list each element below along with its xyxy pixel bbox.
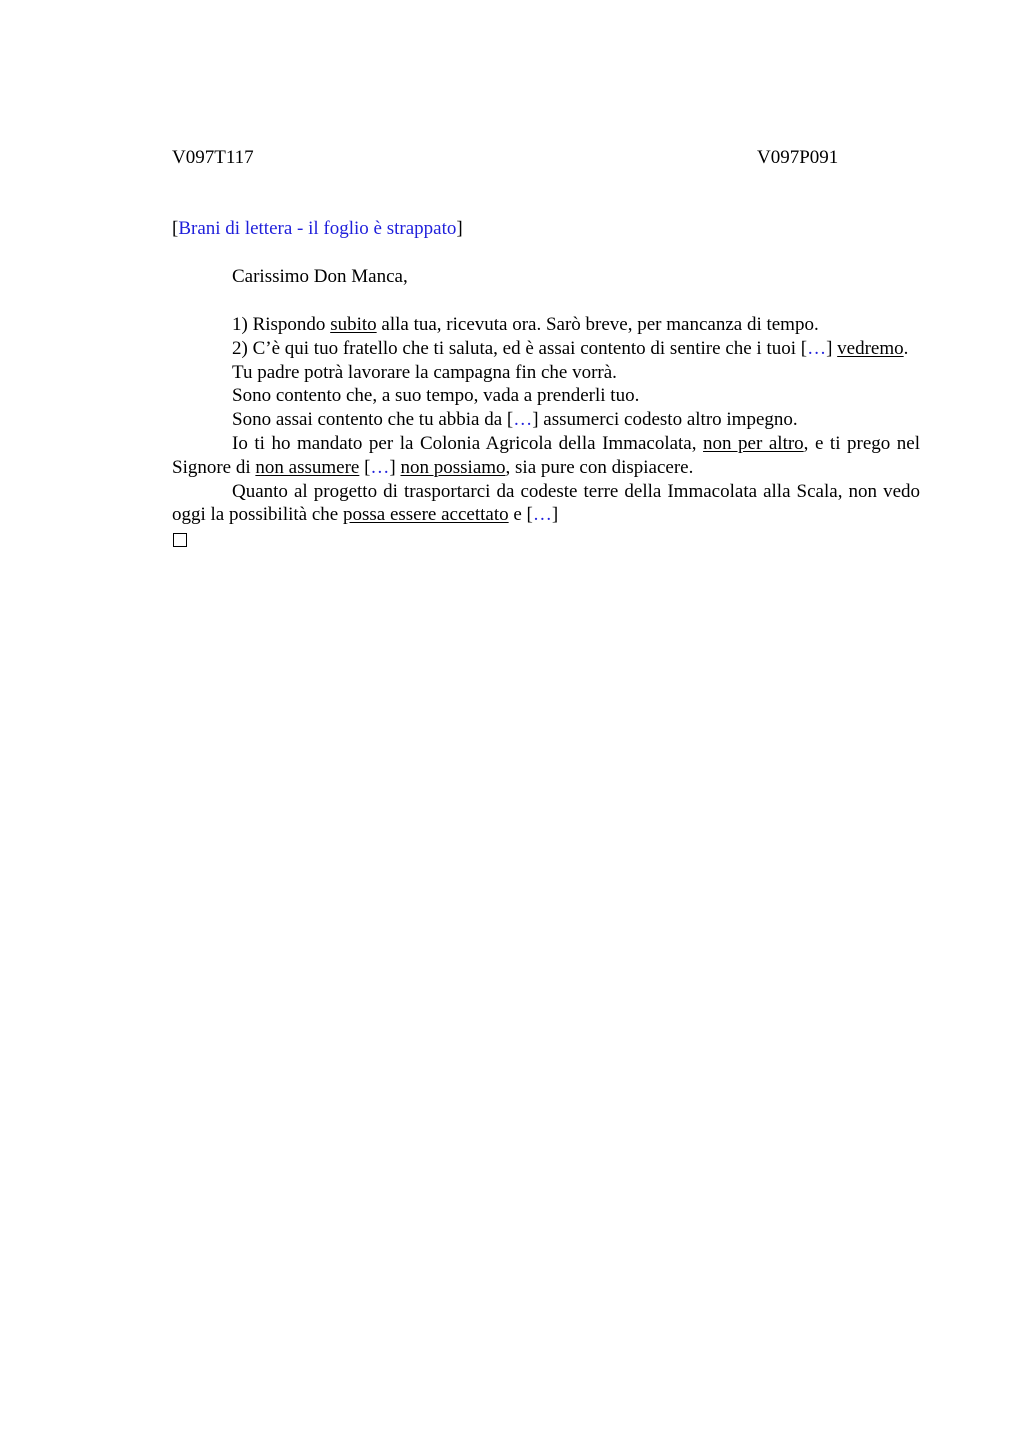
end-of-text-box-icon [173, 533, 187, 547]
p5-text-a: Sono assai contento che tu abbia da [ [232, 409, 514, 431]
p6-underlined-1: non per altro [703, 432, 804, 454]
p5-text-b: ] assumerci codesto altro impegno. [532, 409, 798, 431]
note-text: Brani di lettera - il foglio è strappato [178, 218, 457, 239]
note-close-bracket: ] [456, 218, 463, 239]
paragraph-3: Tu padre potrà lavorare la campagna fin che vorrà. [232, 361, 617, 383]
p2-text-c: . [903, 337, 909, 359]
paragraph-1 [172, 313, 920, 337]
p7-underlined: possa essere accettato [342, 504, 509, 526]
p1-text-b: alla tua, ricevuta ora. Sarò breve, per mancanza di tempo. [376, 314, 819, 335]
p6-text-c: [ [359, 456, 371, 478]
p2-text-b: ] [826, 337, 838, 359]
note-open-bracket: [ [172, 218, 179, 239]
p1-text-a: 1) Rispondo [232, 314, 331, 335]
paragraph-4: Sono contento che, a suo tempo, vada a prenderli tuo. [232, 385, 640, 407]
p6-underlined-3: non possiamo [400, 456, 506, 478]
paragraph-2 [172, 337, 920, 361]
p1-underlined: subito [330, 314, 377, 335]
gap-marker: … [370, 456, 390, 478]
gap-marker: … [513, 409, 533, 431]
gap-marker: … [807, 337, 827, 359]
paragraph-6 [172, 432, 920, 480]
paragraph-5 [172, 408, 920, 432]
p2-text-a: 2) C’è qui tuo fratello che ti saluta, ed è assai contento di sentire che i tuoi [ [232, 337, 808, 359]
text-code: V097T117 [172, 147, 254, 168]
paragraph-7 [172, 480, 920, 528]
editorial-note [172, 218, 463, 240]
p6-underlined-2: non assumere [255, 456, 360, 478]
p6-text-b: , e ti prego nel Signore di [172, 432, 921, 478]
p7-text-c: ] [551, 504, 559, 526]
p6-text-d: ] [389, 456, 401, 478]
letter-body [172, 313, 920, 547]
p7-text-a: Quanto al progetto di trasportarci da codeste terre della Immacolata alla Scala, non vedo oggi la possibilità che [172, 480, 920, 526]
p7-text-b: e [ [508, 504, 533, 526]
p2-underlined: vedremo [837, 337, 904, 359]
p6-text-a: Io ti ho mandato per la Colonia Agricola della Immacolata, [232, 432, 704, 454]
p6-text-e: , sia pure con dispiacere. [505, 456, 694, 478]
page-code: V097P091 [757, 147, 839, 168]
gap-marker: … [532, 504, 552, 526]
salutation: Carissimo Don Manca, [232, 266, 408, 287]
